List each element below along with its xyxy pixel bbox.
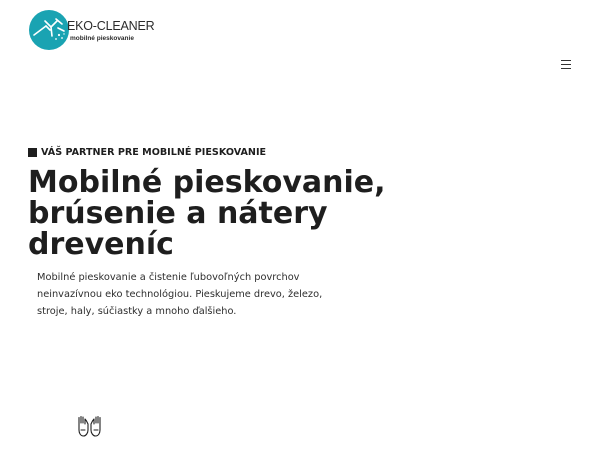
hero-eyebrow: [28, 147, 266, 158]
logo-name: EKO-CLEANER: [67, 19, 155, 33]
menu-bar: [561, 64, 571, 65]
description-line: Mobilné pieskovanie a čistenie ľubovoľných povrchov: [37, 272, 300, 283]
hands-icon: [77, 414, 102, 438]
sandblaster-icon: [28, 9, 70, 51]
square-bullet-icon: [28, 148, 37, 157]
menu-bar: [561, 68, 571, 69]
headline-line: dreveníc: [28, 227, 174, 262]
headline-line: brúsenie a nátery: [28, 196, 328, 231]
description-line: neinvazívnou eko technológiou. Pieskujeme drevo, železo,: [37, 289, 323, 300]
menu-bar: [561, 60, 571, 61]
hero-description: [37, 269, 357, 320]
site-header: [0, 0, 600, 60]
description-line: stroje, haly, súčiastky a mnoho ďalšieho.: [37, 306, 237, 317]
logo-tagline: mobilné pieskovanie: [70, 35, 134, 42]
hamburger-menu-icon[interactable]: [559, 58, 572, 71]
hero-headline: [28, 167, 428, 260]
headline-line: Mobilné pieskovanie,: [28, 165, 386, 200]
hero-eyebrow-text: VÁŠ PARTNER PRE MOBILNÉ PIESKOVANIE: [41, 147, 267, 158]
site-logo[interactable]: [28, 9, 188, 51]
